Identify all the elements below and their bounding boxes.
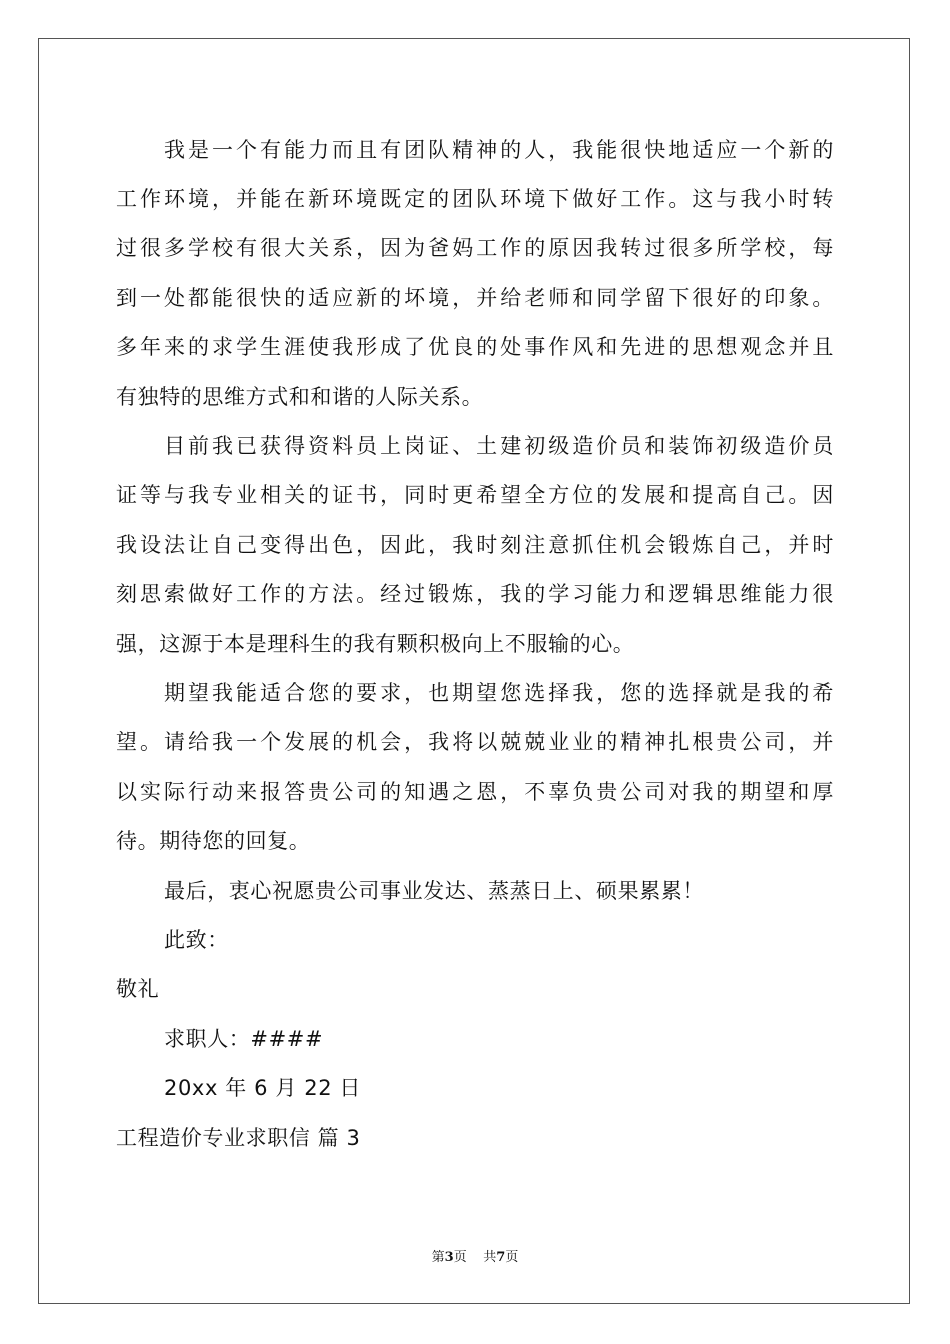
next-section-title: 工程造价专业求职信 篇 3 [116,1126,361,1150]
footer-page-prefix: 第 [431,1250,445,1265]
paragraph-2-line-4: 刻思索做好工作的方法。经过锻炼，我的学习能力和逻辑思维能力很 [116,582,834,606]
paragraph-1-line-5: 多年来的求学生涯使我形成了优良的处事作风和先进的思想观念并且 [116,335,834,359]
paragraph-2-line-3: 我设法让自己变得出色，因此，我时刻注意抓住机会锻炼自己，并时 [116,533,834,557]
footer-total-pages: 7 [496,1250,506,1265]
paragraph-1-line-3: 过很多学校有很大关系，因为爸妈工作的原因我转过很多所学校，每 [116,236,834,260]
paragraph-1-line-2: 工作环境，并能在新环境既定的团队环境下做好工作。这与我小时转 [116,187,834,211]
footer-page-suffix: 页 [453,1250,467,1265]
paragraph-3-line-2: 望。请给我一个发展的机会，我将以兢兢业业的精神扎根贵公司，并 [116,730,834,754]
footer-total-suffix: 页 [505,1250,519,1265]
page-frame [38,38,910,1304]
footer-page-number: 3 [444,1250,454,1265]
paragraph-1-line-4: 到一处都能很快的适应新的坏境，并给老师和同学留下很好的印象。 [116,286,834,310]
paragraph-3-line-3: 以实际行动来报答贵公司的知遇之恩，不辜负贵公司对我的期望和厚 [116,780,834,804]
paragraph-2-line-5: 强，这源于本是理科生的我有颗积极向上不服输的心。 [116,632,635,656]
closing-wish: 最后，衷心祝愿贵公司事业发达、蒸蒸日上、硕果累累！ [164,879,704,903]
paragraph-2-line-1: 目前我已获得资料员上岗证、土建初级造价员和装饰初级造价员 [164,434,834,458]
paragraph-3-line-1: 期望我能适合您的要求，也期望您选择我，您的选择就是我的希 [164,681,834,705]
regards: 敬礼 [116,977,160,1001]
page-footer [0,1246,950,1265]
paragraph-1-line-6: 有独特的思维方式和和谐的人际关系。 [116,385,484,409]
paragraph-2-line-2: 证等与我专业相关的证书，同时更希望全方位的发展和提高自己。因 [116,483,834,507]
date: 20xx 年 6 月 22 日 [164,1076,362,1100]
signature: 求职人：#### [164,1027,324,1051]
paragraph-3-line-4: 待。期待您的回复。 [116,829,311,853]
salutation: 此致： [164,928,229,952]
footer-total-prefix: 共 [483,1250,497,1265]
paragraph-1-line-1: 我是一个有能力而且有团队精神的人，我能很快地适应一个新的 [164,138,834,162]
